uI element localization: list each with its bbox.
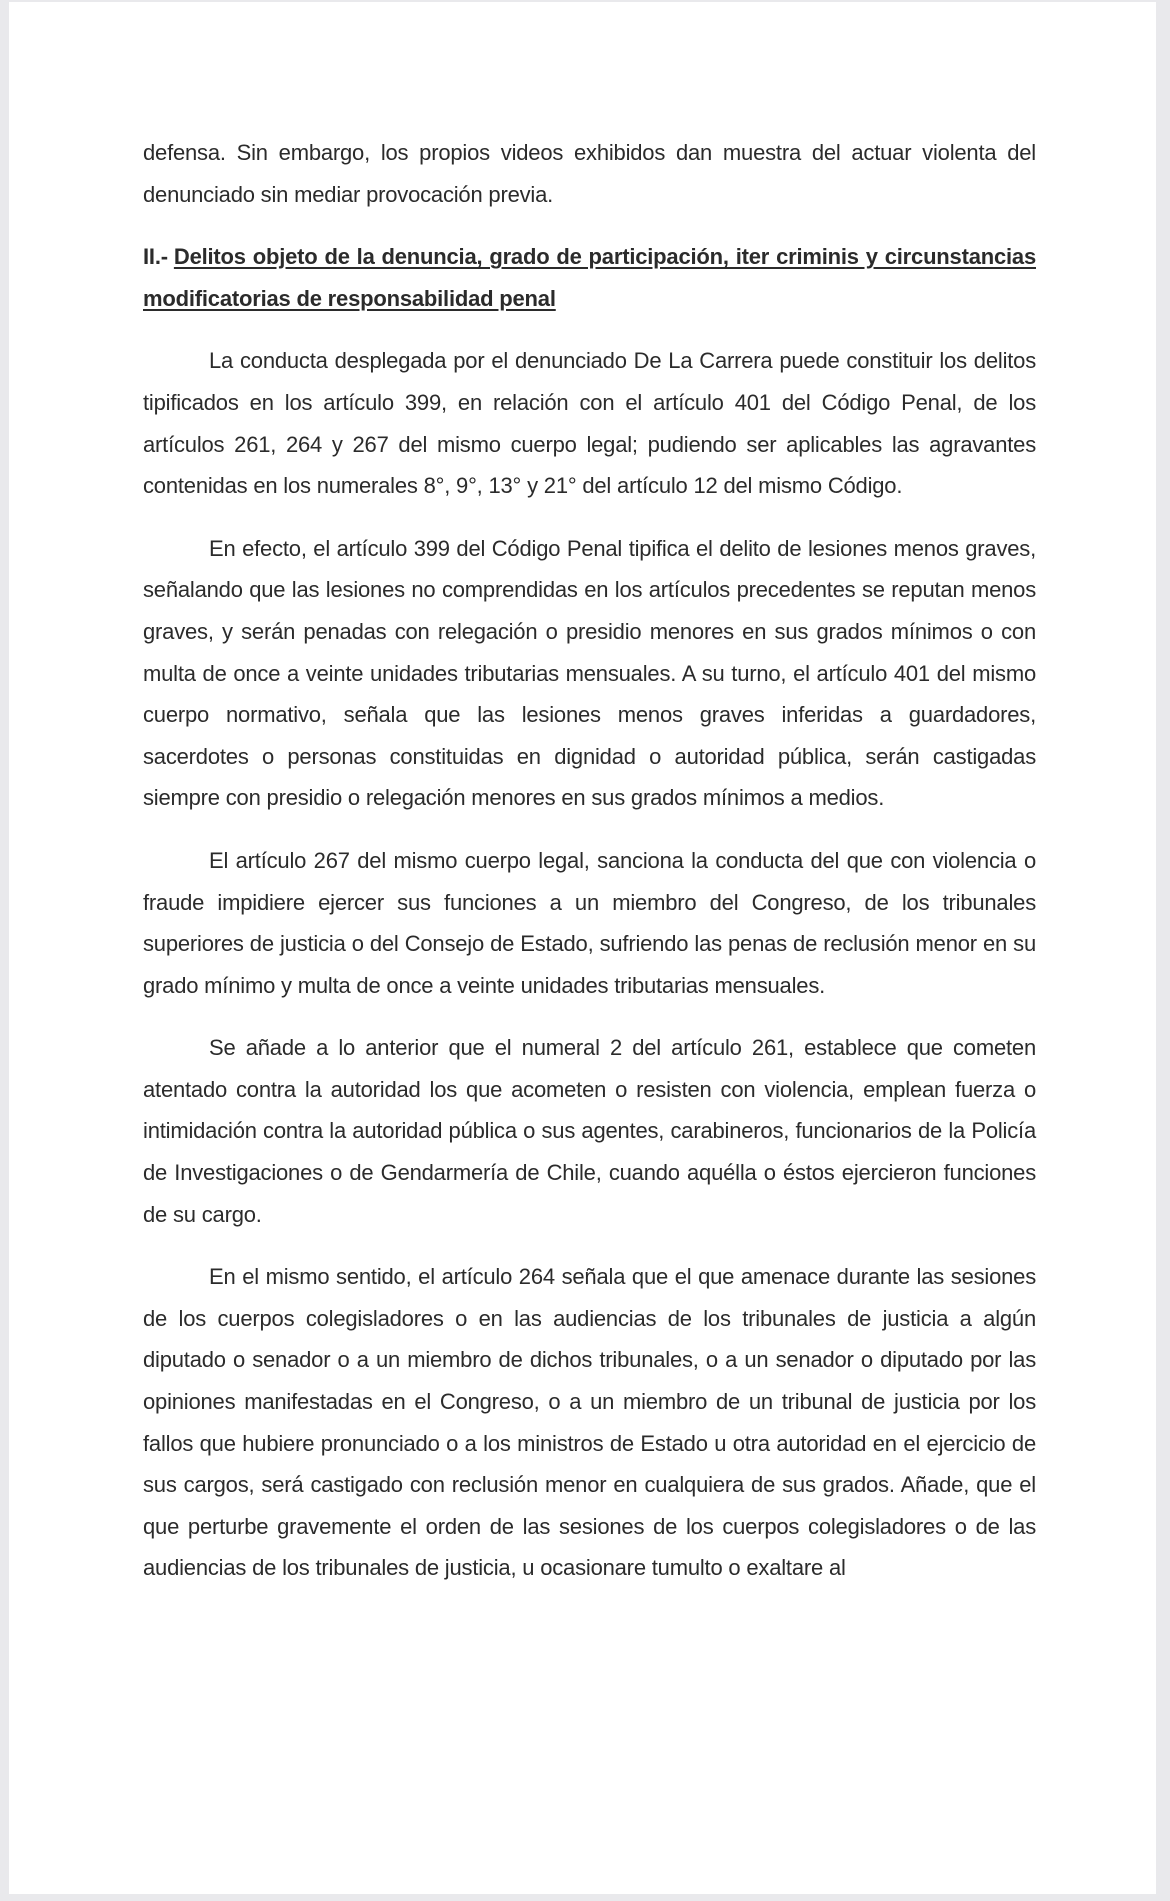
document-body	[143, 132, 1036, 1610]
section-title: Delitos objeto de la denuncia, grado de participación, iter criminis y circunstancias modificatorias de responsabilidad penal	[143, 244, 1036, 311]
section-heading	[143, 236, 1036, 319]
section-number: II.-	[143, 244, 168, 270]
paragraph-conducta: La conducta desplegada por el denunciado De La Carrera puede constituir los delitos tipificados en los artículo 399, en relación con el artículo 401 del Código Penal, de los artículos 261, 264 y 267 del mismo cuerpo legal; pudiendo ser aplicables las agravantes contenidas en los numerales 8°, 9°, 13° y 21° del artículo 12 del mismo Código.	[143, 348, 1036, 499]
paragraph-articulo-261: Se añade a lo anterior que el numeral 2 del artículo 261, establece que cometen atentado contra la autoridad los que acometen o resisten con violencia, emplean fuerza o intimidación contra la autoridad pública o sus agentes, carabineros, funcionarios de la Policía de Investigaciones o de Gendarmería de Chile, cuando aquélla o éstos ejercieron funciones de su cargo.	[143, 1035, 1036, 1227]
paragraph-articulo-267: El artículo 267 del mismo cuerpo legal, sanciona la conducta del que con violencia o fraude impidiere ejercer sus funciones a un miembro del Congreso, de los tribunales superiores de justicia o del Consejo de Estado, sufriendo las penas de reclusión menor en su grado mínimo y multa de once a veinte unidades tributarias mensuales.	[143, 847, 1036, 998]
document-page	[9, 2, 1156, 1894]
paragraph-articulo-399: En efecto, el artículo 399 del Código Penal tipifica el delito de lesiones menos graves, señalando que las lesiones no comprendidas en los artículos precedentes se reputan menos graves, y serán penadas con relegación o presidio menores en sus grados mínimos o con multa de once a veinte unidades tributarias mensuales. A su turno, el artículo 401 del mismo cuerpo normativo, señala que las lesiones menos graves inferidas a guardadores, sacerdotes o personas constituidas en dignidad o autoridad pública, serán castigadas siempre con presidio o relegación menores en sus grados mínimos a medios.	[143, 535, 1036, 811]
paragraph-articulo-264: En el mismo sentido, el artículo 264 señala que el que amenace durante las sesiones de los cuerpos colegisladores o en las audiencias de los tribunales de justicia a algún diputado o senador o a un miembro de dichos tribunales, o a un senador o diputado por las opiniones manifestadas en el Congreso, o a un miembro de un tribunal de justicia por los fallos que hubiere pronunciado o a los ministros de Estado u otra autoridad en el ejercicio de sus cargos, será castigado con reclusión menor en cualquiera de sus grados. Añade, que el que perturbe gravemente el orden de las sesiones de los cuerpos colegisladores o de las audiencias de los tribunales de justicia, u ocasionare tumulto o exaltare al	[143, 1264, 1036, 1581]
continuation-paragraph: defensa. Sin embargo, los propios videos exhibidos dan muestra del actuar violenta del denunciado sin mediar provocación previa.	[143, 140, 1036, 207]
